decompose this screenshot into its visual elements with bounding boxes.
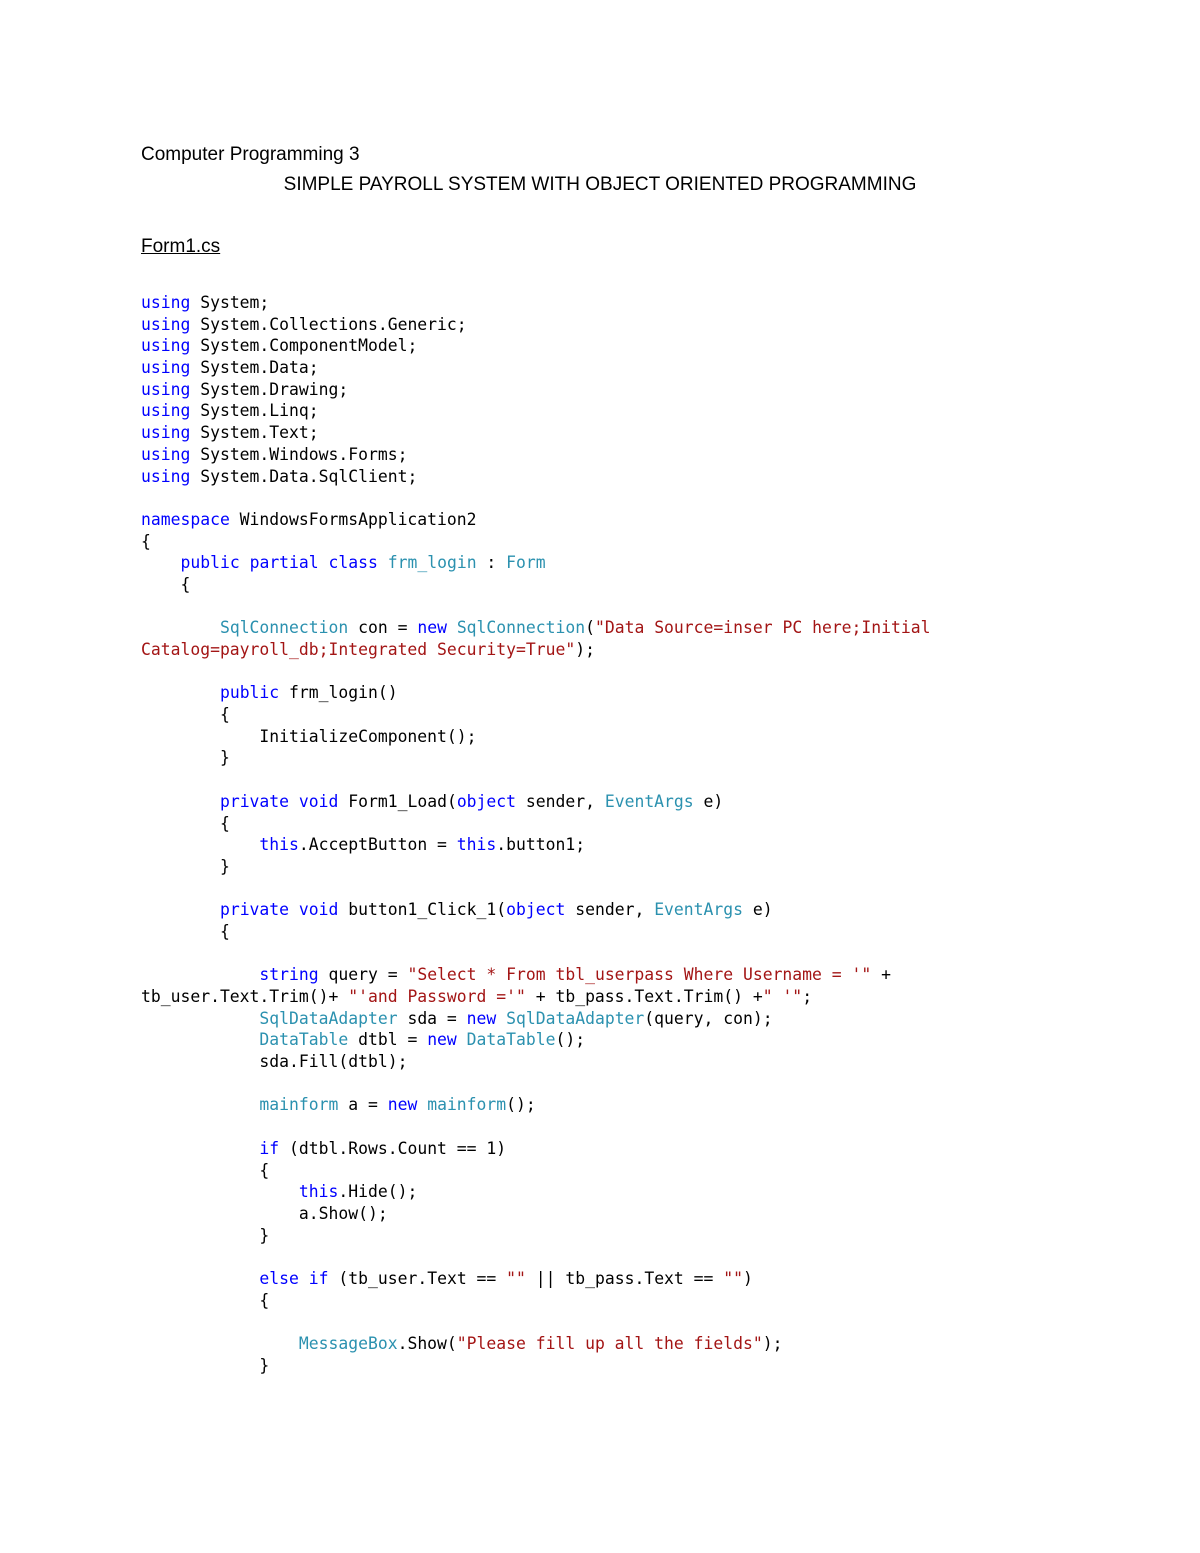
code-text: System.Drawing;	[190, 379, 349, 399]
code-text	[141, 1269, 259, 1288]
code-keyword: string	[259, 965, 319, 985]
code-text: a.Show();	[141, 1203, 388, 1223]
code-text: System.ComponentModel;	[190, 336, 418, 356]
code-text: Form1_Load(	[338, 791, 457, 811]
code-keyword: using	[141, 466, 191, 486]
code-text: .Hide();	[338, 1182, 418, 1202]
code-line	[141, 509, 1161, 531]
code-text: {	[141, 1290, 270, 1310]
code-text: .button1;	[496, 835, 586, 855]
code-line	[141, 856, 1161, 878]
code-text: sender,	[565, 900, 655, 920]
code-text: {	[141, 705, 230, 725]
code-string: "'and Password ='"	[348, 987, 526, 1006]
code-keyword: this	[298, 1182, 339, 1202]
code-text: );	[575, 640, 595, 659]
code-type: SqlConnection	[456, 618, 586, 638]
code-text: (tb_user.Text ==	[328, 1268, 507, 1288]
code-keyword: new	[387, 1095, 418, 1115]
code-text: (dtbl.Rows.Count == 1)	[279, 1138, 507, 1158]
code-type: mainform	[427, 1095, 507, 1115]
code-text: frm_login()	[279, 683, 398, 703]
code-text: e)	[743, 900, 773, 920]
code-line	[141, 1203, 1161, 1225]
code-keyword: public	[219, 683, 280, 703]
code-text	[141, 683, 220, 702]
code-text: )	[743, 1268, 753, 1288]
code-keyword: using	[141, 379, 191, 399]
code-line	[141, 726, 1161, 748]
code-type: DataTable	[466, 1030, 556, 1050]
code-keyword: using	[141, 358, 191, 378]
code-text	[141, 792, 220, 811]
code-keyword: object	[506, 900, 566, 920]
code-text: System.Text;	[190, 423, 319, 443]
code-keyword: using	[141, 314, 191, 334]
code-line	[141, 639, 1161, 661]
code-text: WindowsFormsApplication2	[229, 509, 477, 529]
code-line	[141, 466, 1161, 488]
code-line	[141, 921, 1161, 943]
code-text: e)	[693, 791, 724, 811]
code-line	[141, 1094, 1161, 1116]
code-keyword: this	[456, 835, 497, 855]
code-type: SqlDataAdapter	[506, 1008, 645, 1028]
code-keyword: new	[417, 618, 447, 638]
code-line	[141, 661, 1161, 683]
code-text: System.Linq;	[190, 401, 319, 421]
code-line	[141, 1029, 1161, 1051]
code-text	[141, 553, 180, 572]
code-keyword: public	[180, 553, 240, 573]
code-line	[141, 422, 1161, 444]
code-line	[141, 704, 1161, 726]
code-keyword: using	[141, 423, 191, 443]
code-line	[141, 1051, 1161, 1073]
code-text: }	[141, 748, 230, 768]
code-text	[240, 553, 250, 572]
code-line	[141, 1160, 1161, 1182]
code-line	[141, 444, 1161, 466]
code-text	[417, 1095, 427, 1114]
code-text: ();	[555, 1030, 586, 1050]
code-text: }	[141, 1225, 270, 1245]
course-heading: Computer Programming 3	[141, 144, 360, 165]
code-line	[141, 1181, 1161, 1203]
code-keyword: else	[259, 1268, 299, 1288]
code-line	[141, 834, 1161, 856]
code-keyword: using	[141, 293, 191, 312]
code-text	[141, 1095, 259, 1114]
code-text: System;	[190, 293, 270, 312]
code-text	[319, 553, 329, 572]
code-line	[141, 791, 1161, 813]
code-line	[141, 769, 1161, 791]
code-type: EventArgs	[604, 791, 694, 811]
code-string: Catalog=payroll_db;Integrated Security=True"	[141, 640, 576, 659]
code-text	[141, 1030, 259, 1049]
code-keyword: private	[219, 791, 290, 811]
code-line	[141, 1246, 1161, 1268]
code-text: :	[476, 553, 507, 573]
code-line	[141, 574, 1161, 596]
code-text: sender,	[516, 791, 605, 811]
code-line	[141, 1225, 1161, 1247]
code-keyword: using	[141, 401, 191, 421]
code-type: SqlDataAdapter	[259, 1008, 398, 1028]
code-type: DataTable	[259, 1030, 349, 1050]
code-line	[141, 964, 1161, 986]
code-line	[141, 899, 1161, 921]
code-text: {	[141, 574, 191, 594]
code-line	[141, 1355, 1161, 1377]
code-text	[289, 900, 299, 919]
code-text: {	[141, 921, 230, 941]
code-string: ""	[506, 1268, 526, 1288]
code-text	[496, 1009, 506, 1028]
code-text: {	[141, 813, 230, 833]
code-text	[457, 1030, 467, 1049]
code-text: sda =	[397, 1008, 467, 1028]
code-line	[141, 1333, 1161, 1355]
code-line	[141, 1073, 1161, 1095]
code-line	[141, 1268, 1161, 1290]
code-line	[141, 747, 1161, 769]
code-keyword: if	[259, 1138, 280, 1158]
code-text: System.Data;	[190, 358, 319, 378]
code-text: dtbl =	[348, 1030, 428, 1050]
code-keyword: this	[259, 835, 299, 855]
code-text: (query, con);	[644, 1008, 773, 1028]
code-string: "Select * From tbl_userpass Where Username = '"	[407, 965, 872, 985]
code-text: || tb_pass.Text ==	[525, 1268, 724, 1288]
code-string: ""	[723, 1268, 744, 1288]
code-line	[141, 552, 1161, 574]
code-keyword: void	[298, 791, 339, 811]
code-text: System.Windows.Forms;	[190, 444, 408, 464]
code-text: .AcceptButton =	[298, 835, 457, 855]
code-keyword: void	[298, 900, 339, 920]
code-keyword: object	[456, 791, 517, 811]
code-text	[299, 1269, 309, 1288]
code-line	[141, 813, 1161, 835]
code-text	[141, 1334, 299, 1353]
code-text	[141, 835, 259, 854]
code-keyword: private	[219, 900, 290, 920]
code-text: tb_user.Text.Trim()+	[141, 987, 349, 1006]
code-line	[141, 1311, 1161, 1333]
code-text: + tb_pass.Text.Trim() +	[525, 987, 763, 1006]
code-text	[141, 618, 220, 637]
code-text: InitializeComponent();	[141, 726, 477, 746]
code-text: a =	[338, 1095, 388, 1115]
code-text: {	[141, 531, 151, 551]
document-title: SIMPLE PAYROLL SYSTEM WITH OBJECT ORIENTED PROGRAMMING	[283, 174, 917, 195]
code-text	[141, 1182, 299, 1201]
file-name-heading: Form1.cs	[141, 236, 221, 257]
code-listing	[141, 292, 1161, 1376]
code-line	[141, 617, 1161, 639]
code-text: +	[871, 965, 891, 985]
code-line	[141, 379, 1161, 401]
code-line	[141, 1138, 1161, 1160]
code-text: .Show(	[397, 1334, 457, 1353]
code-keyword: using	[141, 336, 191, 356]
code-text	[289, 792, 299, 811]
code-keyword: if	[308, 1268, 329, 1288]
code-type: MessageBox	[298, 1334, 398, 1353]
code-type: mainform	[259, 1095, 339, 1115]
code-keyword: partial	[249, 553, 319, 573]
code-text	[141, 900, 220, 919]
code-line	[141, 357, 1161, 379]
code-keyword: namespace	[141, 509, 230, 529]
code-line	[141, 1116, 1161, 1138]
code-string: " '"	[762, 987, 803, 1006]
code-text: (	[585, 618, 595, 638]
code-line	[141, 878, 1161, 900]
code-line	[141, 986, 1161, 1008]
code-text	[378, 553, 388, 572]
code-text	[141, 1009, 259, 1028]
code-text: System.Data.SqlClient;	[190, 466, 418, 486]
code-text: }	[141, 856, 230, 876]
code-line	[141, 596, 1161, 618]
code-text: sda.Fill(dtbl);	[141, 1052, 408, 1072]
code-text: );	[762, 1334, 783, 1353]
code-text: button1_Click_1(	[338, 900, 507, 920]
code-type: EventArgs	[654, 900, 743, 920]
code-line	[141, 943, 1161, 965]
code-string: "Please fill up all the fields"	[456, 1334, 763, 1353]
code-keyword: new	[427, 1030, 457, 1050]
code-text: }	[141, 1355, 270, 1375]
code-line	[141, 400, 1161, 422]
code-text: {	[141, 1160, 270, 1180]
code-text: con =	[348, 618, 418, 638]
code-line	[141, 682, 1161, 704]
code-keyword: new	[466, 1008, 497, 1028]
code-type: frm_login	[387, 553, 477, 573]
code-type: SqlConnection	[219, 618, 349, 638]
code-line	[141, 531, 1161, 553]
code-text	[141, 1139, 259, 1158]
code-keyword: using	[141, 444, 191, 464]
code-line	[141, 335, 1161, 357]
code-line	[141, 487, 1161, 509]
code-keyword: class	[328, 553, 378, 573]
code-line	[141, 1290, 1161, 1312]
code-text: ();	[506, 1095, 536, 1115]
code-string: "Data Source=inser PC here;Initial	[594, 618, 931, 638]
code-type: Form	[506, 553, 546, 573]
code-text	[447, 618, 457, 637]
code-text: System.Collections.Generic;	[190, 314, 467, 334]
code-text	[141, 965, 259, 984]
code-line	[141, 292, 1161, 314]
code-text: ;	[802, 987, 813, 1006]
code-text: query =	[318, 965, 408, 985]
code-line	[141, 314, 1161, 336]
code-line	[141, 1008, 1161, 1030]
